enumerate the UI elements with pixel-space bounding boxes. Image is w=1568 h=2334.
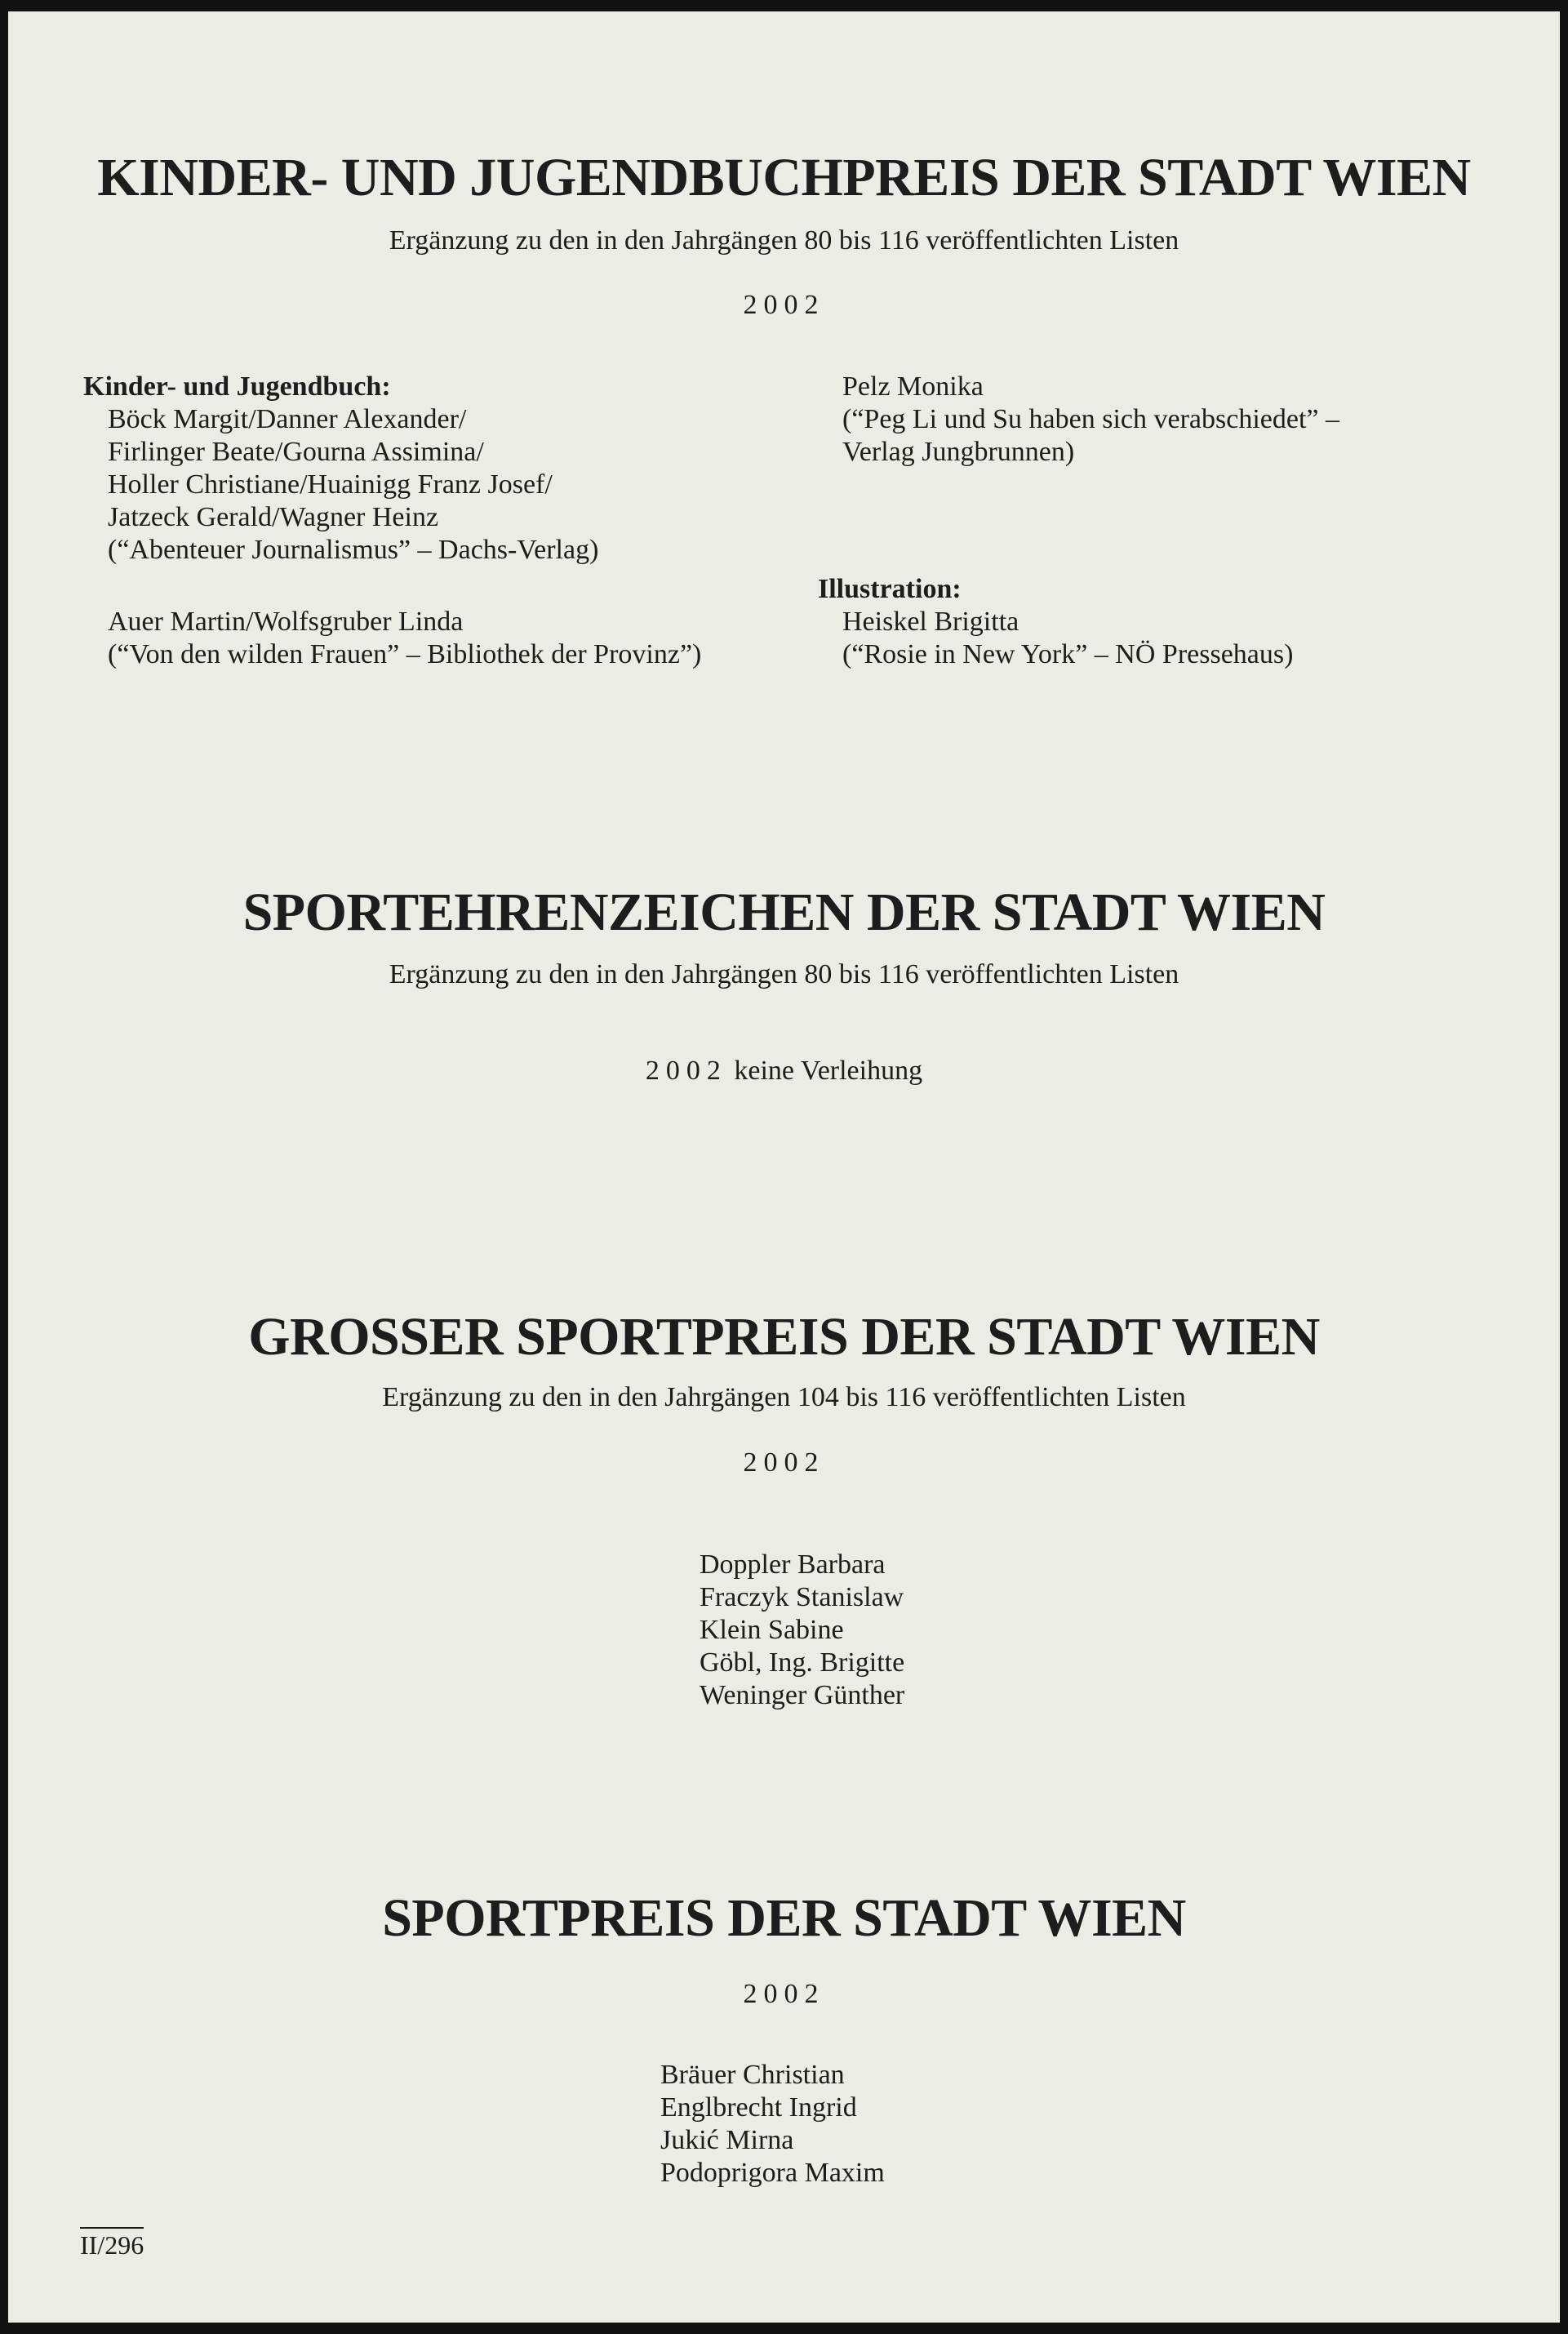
kinder-entry-line: (“Abenteuer Journalismus” – Dachs-Verlag) — [108, 535, 599, 565]
document-page — [8, 11, 1560, 2323]
sportpreis-title: SPORTPREIS DER STADT WIEN — [382, 1888, 1186, 1948]
sportehren-title: SPORTEHRENZEICHEN DER STADT WIEN — [242, 882, 1326, 942]
kinder-entry-line: Pelz Monika — [842, 371, 984, 402]
kinder-entry-line: Firlinger Beate/Gourna Assimina/ — [108, 437, 484, 467]
sportehren-subtitle: Ergänzung zu den in den Jahrgängen 80 bis 116 veröffentlichten Listen — [389, 959, 1179, 989]
kinder-year: 2002 — [743, 290, 825, 320]
kinder-entry-line: (“Peg Li und Su haben sich verabschiedet” – — [842, 404, 1339, 434]
kinder-entry-line: (“Rosie in New York” – NÖ Pressehaus) — [842, 639, 1294, 669]
kinder-title: KINDER- UND JUGENDBUCHPREIS DER STADT WIEN — [97, 148, 1471, 207]
sportehren-year-line — [8, 1055, 1560, 1087]
grosser-title: GROSSER SPORTPREIS DER STADT WIEN — [248, 1307, 1320, 1367]
list-item: Podoprigora Maxim — [660, 2158, 885, 2188]
kinder-subtitle: Ergänzung zu den in den Jahrgängen 80 bis 116 veröffentlichten Listen — [389, 225, 1179, 256]
grosser-name-list — [700, 1549, 904, 1712]
list-item: Fraczyk Stanislaw — [700, 1582, 904, 1612]
list-item: Doppler Barbara — [700, 1549, 886, 1580]
kinder-entry-line: (“Von den wilden Frauen” – Bibliothek der Provinz”) — [108, 639, 702, 669]
kinder-entry-line: Holler Christiane/Huainigg Franz Josef/ — [108, 469, 553, 500]
sportehren-note: keine Verleihung — [734, 1056, 923, 1086]
kinder-category-heading: Kinder- und Jugendbuch: — [83, 371, 391, 402]
list-item: Englbrecht Ingrid — [660, 2092, 857, 2123]
illustration-heading: Illustration: — [818, 574, 962, 604]
sportpreis-name-list — [660, 2059, 885, 2190]
kinder-entry-line: Jatzeck Gerald/Wagner Heinz — [108, 502, 439, 532]
list-item: Bräuer Christian — [660, 2060, 845, 2090]
kinder-left-column — [83, 371, 818, 671]
kinder-entry-line: Heiskel Brigitta — [842, 607, 1019, 637]
kinder-entry-line: Auer Martin/Wolfsgruber Linda — [108, 607, 464, 637]
kinder-entry-line: Verlag Jungbrunnen) — [842, 437, 1075, 467]
kinder-right-column — [818, 371, 1536, 671]
list-item: Klein Sabine — [700, 1615, 844, 1645]
page-number: II/296 — [80, 2227, 144, 2260]
sportpreis-year: 2002 — [743, 1979, 825, 2009]
list-item: Jukić Mirna — [660, 2125, 794, 2155]
kinder-entry-line: Böck Margit/Danner Alexander/ — [108, 404, 467, 434]
grosser-subtitle: Ergänzung zu den in den Jahrgängen 104 bis 116 veröffentlichten Listen — [382, 1382, 1186, 1412]
list-item: Göbl, Ing. Brigitte — [700, 1647, 905, 1678]
grosser-year: 2002 — [743, 1447, 825, 1478]
list-item: Weninger Günther — [700, 1680, 905, 1710]
sportehren-year: 2002 — [645, 1056, 727, 1086]
